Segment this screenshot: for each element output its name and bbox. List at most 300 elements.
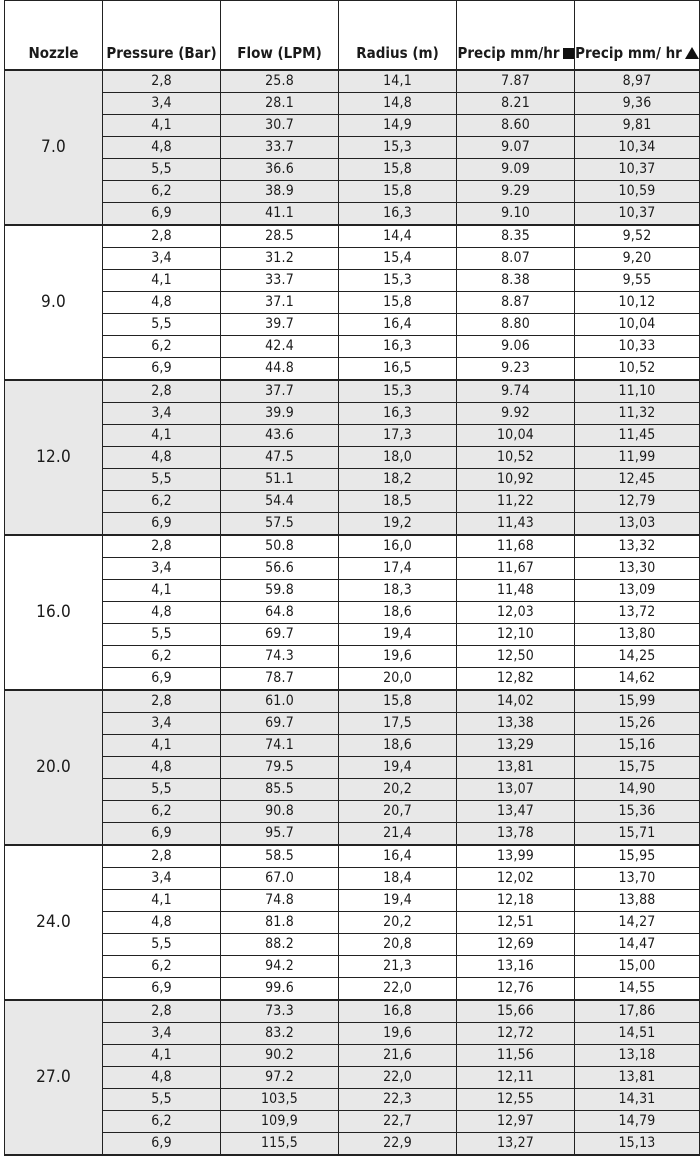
header-flow-label: Flow (LPM) [237,44,322,62]
radius-cell: 21,6 [339,1045,457,1067]
nozzle-group [5,70,700,225]
radius-cell: 18,4 [339,868,457,890]
flow-cell: 28.5 [221,225,339,248]
precip-square-cell: 8.21 [457,93,575,115]
flow-cell: 59.8 [221,580,339,602]
pressure-cell: 2,8 [103,225,221,248]
precip-square-cell: 8.38 [457,270,575,292]
header-radius-label: Radius (m) [356,44,439,62]
table-row [5,668,700,691]
table-row [5,447,700,469]
header-flow [221,1,339,71]
radius-cell: 17,4 [339,558,457,580]
pressure-cell: 2,8 [103,535,221,558]
table-row [5,425,700,447]
flow-cell: 95.7 [221,823,339,846]
pressure-cell: 6,9 [103,513,221,536]
precip-square-cell: 9.07 [457,137,575,159]
flow-cell: 64.8 [221,602,339,624]
radius-cell: 16,3 [339,203,457,226]
radius-cell: 18,6 [339,735,457,757]
precip-triangle-cell: 11,32 [575,403,700,425]
precip-triangle-cell: 15,36 [575,801,700,823]
radius-cell: 18,6 [339,602,457,624]
radius-cell: 19,6 [339,1023,457,1045]
flow-cell: 103,5 [221,1089,339,1111]
table-row [5,1111,700,1133]
nozzle-cell: 16.0 [5,535,103,690]
table-row [5,1023,700,1045]
precip-square-cell: 9.74 [457,380,575,403]
table-row [5,1000,700,1023]
table-row [5,225,700,248]
radius-cell: 16,0 [339,535,457,558]
flow-cell: 74.1 [221,735,339,757]
pressure-cell: 6,2 [103,336,221,358]
header-precip-square [457,1,575,71]
precip-square-cell: 9.29 [457,181,575,203]
precip-triangle-cell: 14,62 [575,668,700,691]
radius-cell: 16,8 [339,1000,457,1023]
flow-cell: 37.7 [221,380,339,403]
precip-triangle-cell: 10,34 [575,137,700,159]
precip-square-cell: 14,02 [457,690,575,713]
precip-triangle-cell: 10,04 [575,314,700,336]
precip-square-cell: 9.92 [457,403,575,425]
pressure-cell: 5,5 [103,159,221,181]
table-row [5,513,700,536]
precip-triangle-cell: 14,47 [575,934,700,956]
table-row [5,646,700,668]
table-row [5,181,700,203]
precip-square-cell: 11,43 [457,513,575,536]
pressure-cell: 4,1 [103,890,221,912]
flow-cell: 44.8 [221,358,339,381]
precip-square-cell: 13,99 [457,845,575,868]
table-row [5,314,700,336]
precip-square-cell: 11,68 [457,535,575,558]
table-row [5,93,700,115]
table-row [5,1067,700,1089]
table-row [5,890,700,912]
radius-cell: 20,0 [339,668,457,691]
pressure-cell: 6,9 [103,668,221,691]
radius-cell: 14,1 [339,70,457,93]
table-row [5,137,700,159]
pressure-cell: 6,9 [103,823,221,846]
pressure-cell: 5,5 [103,934,221,956]
table-row [5,690,700,713]
table-row [5,602,700,624]
table-row [5,934,700,956]
radius-cell: 22,0 [339,1067,457,1089]
precip-square-cell: 8.35 [457,225,575,248]
precip-square-cell: 10,04 [457,425,575,447]
precip-triangle-cell: 13,81 [575,1067,700,1089]
pressure-cell: 4,1 [103,270,221,292]
precip-triangle-cell: 14,51 [575,1023,700,1045]
flow-cell: 69.7 [221,624,339,646]
pressure-cell: 4,1 [103,115,221,137]
precip-square-cell: 10,92 [457,469,575,491]
flow-cell: 51.1 [221,469,339,491]
radius-cell: 21,3 [339,956,457,978]
radius-cell: 18,2 [339,469,457,491]
pressure-cell: 2,8 [103,380,221,403]
precip-square-cell: 12,02 [457,868,575,890]
radius-cell: 16,5 [339,358,457,381]
precip-triangle-cell: 15,99 [575,690,700,713]
pressure-cell: 6,9 [103,1133,221,1156]
precip-square-cell: 12,11 [457,1067,575,1089]
precip-triangle-cell: 14,90 [575,779,700,801]
radius-cell: 19,4 [339,624,457,646]
radius-cell: 15,8 [339,690,457,713]
flow-cell: 37.1 [221,292,339,314]
flow-cell: 83.2 [221,1023,339,1045]
precip-triangle-cell: 13,09 [575,580,700,602]
table-row [5,757,700,779]
pressure-cell: 3,4 [103,558,221,580]
radius-cell: 14,4 [339,225,457,248]
header-nozzle-label: Nozzle [28,44,79,62]
flow-cell: 38.9 [221,181,339,203]
precip-square-cell: 11,48 [457,580,575,602]
nozzle-cell: 12.0 [5,380,103,535]
precip-square-cell: 11,56 [457,1045,575,1067]
nozzle-cell: 27.0 [5,1000,103,1155]
precip-square-cell: 12,51 [457,912,575,934]
radius-cell: 14,9 [339,115,457,137]
flow-cell: 90.8 [221,801,339,823]
table-row [5,735,700,757]
precip-triangle-cell: 14,55 [575,978,700,1001]
pressure-cell: 5,5 [103,624,221,646]
precip-triangle-cell: 13,18 [575,1045,700,1067]
table-row [5,779,700,801]
flow-cell: 43.6 [221,425,339,447]
pressure-cell: 4,8 [103,447,221,469]
pressure-cell: 6,9 [103,203,221,226]
table-row [5,535,700,558]
table-row [5,70,700,93]
precip-triangle-cell: 11,45 [575,425,700,447]
pressure-cell: 4,8 [103,1067,221,1089]
table-row [5,403,700,425]
pressure-cell: 4,8 [103,912,221,934]
nozzle-group [5,845,700,1000]
radius-cell: 21,4 [339,823,457,846]
table-row [5,491,700,513]
precip-square-cell: 8.60 [457,115,575,137]
flow-cell: 47.5 [221,447,339,469]
precip-square-cell: 12,69 [457,934,575,956]
pressure-cell: 2,8 [103,1000,221,1023]
precip-square-cell: 9.06 [457,336,575,358]
flow-cell: 73.3 [221,1000,339,1023]
flow-cell: 57.5 [221,513,339,536]
table-row [5,558,700,580]
nozzle-cell: 20.0 [5,690,103,845]
table-row [5,270,700,292]
pressure-cell: 2,8 [103,845,221,868]
radius-cell: 19,4 [339,757,457,779]
pressure-cell: 6,9 [103,358,221,381]
table-row [5,248,700,270]
precip-triangle-cell: 11,10 [575,380,700,403]
precip-square-cell: 13,47 [457,801,575,823]
pressure-cell: 3,4 [103,403,221,425]
precip-triangle-cell: 9,52 [575,225,700,248]
table-row [5,801,700,823]
flow-cell: 42.4 [221,336,339,358]
radius-cell: 16,3 [339,403,457,425]
flow-cell: 69.7 [221,713,339,735]
precip-square-cell: 8.07 [457,248,575,270]
precip-triangle-cell: 15,26 [575,713,700,735]
square-icon [563,48,574,59]
precip-triangle-cell: 13,30 [575,558,700,580]
table-row [5,912,700,934]
pressure-cell: 5,5 [103,314,221,336]
table-row [5,580,700,602]
flow-cell: 94.2 [221,956,339,978]
pressure-cell: 6,2 [103,956,221,978]
flow-cell: 115,5 [221,1133,339,1156]
precip-square-cell: 12,50 [457,646,575,668]
pressure-cell: 6,2 [103,801,221,823]
precip-triangle-cell: 9,36 [575,93,700,115]
precip-square-cell: 13,29 [457,735,575,757]
flow-cell: 61.0 [221,690,339,713]
precip-square-cell: 11,67 [457,558,575,580]
nozzle-cell: 24.0 [5,845,103,1000]
precip-triangle-cell: 10,52 [575,358,700,381]
table-row [5,336,700,358]
flow-cell: 31.2 [221,248,339,270]
radius-cell: 15,3 [339,137,457,159]
header-precip-triangle [575,1,700,71]
table-row [5,380,700,403]
radius-cell: 16,4 [339,845,457,868]
pressure-cell: 2,8 [103,690,221,713]
precip-triangle-cell: 13,70 [575,868,700,890]
precip-square-cell: 10,52 [457,447,575,469]
precip-triangle-cell: 11,99 [575,447,700,469]
radius-cell: 15,3 [339,270,457,292]
table-row [5,823,700,846]
table-header [5,1,700,71]
precip-square-cell: 11,22 [457,491,575,513]
radius-cell: 19,4 [339,890,457,912]
precip-square-cell: 9.23 [457,358,575,381]
precip-square-cell: 8.87 [457,292,575,314]
precip-triangle-cell: 15,16 [575,735,700,757]
header-precip-square-label: Precip mm/hr [457,44,560,62]
radius-cell: 22,7 [339,1111,457,1133]
flow-cell: 78.7 [221,668,339,691]
header-pressure [103,1,221,71]
precip-triangle-cell: 9,55 [575,270,700,292]
table-row [5,845,700,868]
pressure-cell: 3,4 [103,713,221,735]
flow-cell: 50.8 [221,535,339,558]
precip-square-cell: 12,82 [457,668,575,691]
flow-cell: 97.2 [221,1067,339,1089]
radius-cell: 16,3 [339,336,457,358]
precip-triangle-cell: 10,33 [575,336,700,358]
radius-cell: 17,3 [339,425,457,447]
precip-square-cell: 7.87 [457,70,575,93]
triangle-icon [685,47,699,59]
table-row [5,159,700,181]
precip-triangle-cell: 14,25 [575,646,700,668]
precip-triangle-cell: 15,95 [575,845,700,868]
radius-cell: 15,8 [339,159,457,181]
precip-triangle-cell: 13,88 [575,890,700,912]
precip-square-cell: 13,38 [457,713,575,735]
table-row [5,203,700,226]
radius-cell: 19,2 [339,513,457,536]
precip-square-cell: 13,27 [457,1133,575,1156]
table-row [5,978,700,1001]
radius-cell: 16,4 [339,314,457,336]
precip-square-cell: 12,55 [457,1089,575,1111]
flow-cell: 74.3 [221,646,339,668]
precip-triangle-cell: 15,75 [575,757,700,779]
precip-square-cell: 13,81 [457,757,575,779]
radius-cell: 18,5 [339,491,457,513]
precip-triangle-cell: 10,37 [575,203,700,226]
nozzle-cell: 9.0 [5,225,103,380]
flow-cell: 25.8 [221,70,339,93]
pressure-cell: 4,1 [103,1045,221,1067]
precip-square-cell: 9.09 [457,159,575,181]
precip-triangle-cell: 12,45 [575,469,700,491]
flow-cell: 90.2 [221,1045,339,1067]
precip-square-cell: 8.80 [457,314,575,336]
radius-cell: 22,3 [339,1089,457,1111]
flow-cell: 109,9 [221,1111,339,1133]
flow-cell: 56.6 [221,558,339,580]
nozzle-group [5,1000,700,1155]
flow-cell: 41.1 [221,203,339,226]
precip-square-cell: 15,66 [457,1000,575,1023]
header-pressure-label: Pressure (Bar) [106,44,217,62]
precip-triangle-cell: 12,79 [575,491,700,513]
table-row [5,1133,700,1156]
precip-triangle-cell: 14,31 [575,1089,700,1111]
precip-triangle-cell: 15,00 [575,956,700,978]
flow-cell: 79.5 [221,757,339,779]
pressure-cell: 5,5 [103,1089,221,1111]
flow-cell: 39.9 [221,403,339,425]
table-row [5,115,700,137]
precip-triangle-cell: 17,86 [575,1000,700,1023]
precip-square-cell: 12,76 [457,978,575,1001]
flow-cell: 81.8 [221,912,339,934]
nozzle-group [5,690,700,845]
pressure-cell: 5,5 [103,469,221,491]
pressure-cell: 5,5 [103,779,221,801]
precip-square-cell: 12,03 [457,602,575,624]
precip-triangle-cell: 8,97 [575,70,700,93]
precip-square-cell: 13,78 [457,823,575,846]
radius-cell: 18,3 [339,580,457,602]
pressure-cell: 4,8 [103,292,221,314]
pressure-cell: 6,2 [103,646,221,668]
table-row [5,1089,700,1111]
radius-cell: 20,2 [339,912,457,934]
pressure-cell: 4,8 [103,602,221,624]
radius-cell: 15,4 [339,248,457,270]
radius-cell: 20,7 [339,801,457,823]
table-row [5,358,700,381]
performance-table [4,0,700,1156]
radius-cell: 22,9 [339,1133,457,1156]
precip-triangle-cell: 13,03 [575,513,700,536]
pressure-cell: 4,1 [103,425,221,447]
table-row [5,713,700,735]
table-row [5,292,700,314]
flow-cell: 39.7 [221,314,339,336]
precip-square-cell: 13,16 [457,956,575,978]
precip-triangle-cell: 10,37 [575,159,700,181]
radius-cell: 14,8 [339,93,457,115]
pressure-cell: 6,9 [103,978,221,1001]
table-row [5,956,700,978]
pressure-cell: 4,8 [103,137,221,159]
pressure-cell: 2,8 [103,70,221,93]
flow-cell: 88.2 [221,934,339,956]
flow-cell: 30.7 [221,115,339,137]
flow-cell: 99.6 [221,978,339,1001]
flow-cell: 36.6 [221,159,339,181]
pressure-cell: 4,8 [103,757,221,779]
table-row [5,1045,700,1067]
pressure-cell: 4,1 [103,580,221,602]
nozzle-group [5,535,700,690]
radius-cell: 20,2 [339,779,457,801]
radius-cell: 17,5 [339,713,457,735]
header-nozzle [5,1,103,71]
header-precip-triangle-label: Precip mm/ hr [575,44,682,62]
precip-square-cell: 9.10 [457,203,575,226]
precip-square-cell: 13,07 [457,779,575,801]
pressure-cell: 3,4 [103,93,221,115]
flow-cell: 58.5 [221,845,339,868]
precip-square-cell: 12,97 [457,1111,575,1133]
flow-cell: 33.7 [221,137,339,159]
flow-cell: 85.5 [221,779,339,801]
precip-triangle-cell: 13,80 [575,624,700,646]
precip-triangle-cell: 15,71 [575,823,700,846]
precip-triangle-cell: 9,81 [575,115,700,137]
nozzle-cell: 7.0 [5,70,103,225]
nozzle-group [5,380,700,535]
radius-cell: 22,0 [339,978,457,1001]
flow-cell: 54.4 [221,491,339,513]
radius-cell: 18,0 [339,447,457,469]
flow-cell: 28.1 [221,93,339,115]
radius-cell: 19,6 [339,646,457,668]
precip-square-cell: 12,72 [457,1023,575,1045]
pressure-cell: 6,2 [103,491,221,513]
pressure-cell: 6,2 [103,1111,221,1133]
radius-cell: 15,8 [339,181,457,203]
radius-cell: 15,8 [339,292,457,314]
pressure-cell: 3,4 [103,248,221,270]
